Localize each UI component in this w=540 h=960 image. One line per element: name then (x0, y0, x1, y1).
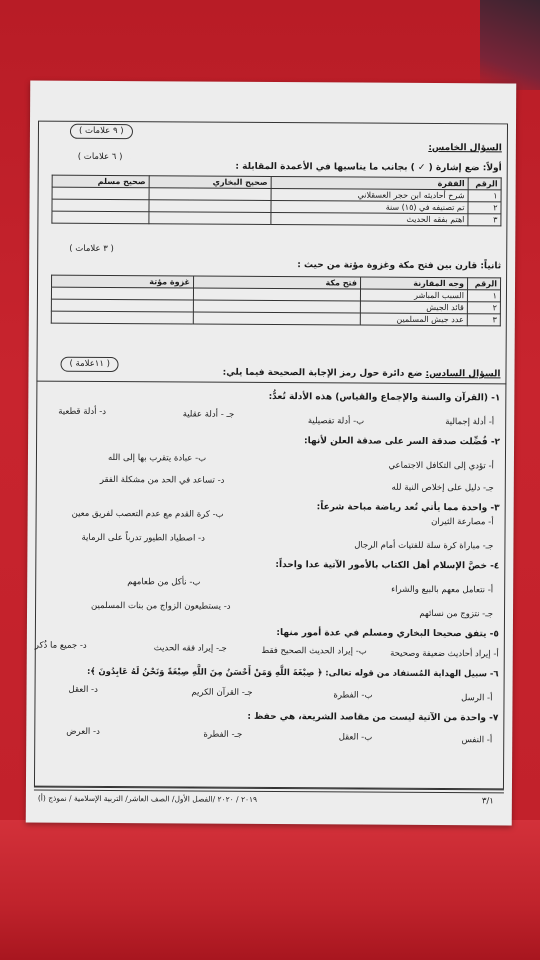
background-corner (480, 0, 540, 90)
option-a[interactable]: أ- أدلة إجمالية (445, 417, 495, 428)
question-stem: ١- (القرآن والسنة والإجماع والقياس) هذه الأدلة تُعدُّ: (268, 391, 501, 404)
table-cell: ٣ (468, 214, 501, 226)
red-table-foreground (0, 820, 540, 960)
table-cell[interactable] (52, 211, 149, 224)
table-cell[interactable] (193, 300, 360, 313)
table-header-cell: الرقم (468, 278, 501, 290)
option-a[interactable]: أ- إيراد أحاديث ضعيفة وصحيحة (390, 648, 499, 660)
option-b[interactable]: ب- أدلة تفصيلية (307, 416, 365, 427)
question-stem: ٢- فُضِّلت صدقة السر على صدقة العلن لأنها: (303, 436, 501, 448)
table-cell: قائد الجيش (360, 301, 467, 314)
table-cell: عدد جيش المسلمين (360, 313, 467, 326)
option-d[interactable]: د- تساعد في الحد من مشكلة الفقر (99, 474, 225, 486)
table-cell: السبب المباشر (360, 289, 467, 302)
section6-header (223, 368, 501, 381)
option-c[interactable]: جـ- القرآن الكريم (191, 687, 253, 698)
option-b[interactable]: ب- الفطرة (333, 690, 373, 701)
option-a[interactable]: أ- الرسل (461, 693, 493, 704)
table-header-cell: فتح مكة (194, 276, 361, 289)
page-number: ٣/١ (481, 796, 494, 807)
table-cell[interactable] (193, 288, 360, 301)
option-c[interactable]: جـ - أدلة عقلية (182, 409, 235, 420)
exam-paper (26, 81, 517, 826)
table-cell: شرح أحاديثه ابن حجر العسقلاني (271, 188, 468, 201)
part1-marks: ( ٦ علامات ) (70, 151, 131, 164)
section6-title: السؤال السادس: (425, 368, 501, 380)
section6-marks-badge: ( ١١علامة ) (60, 357, 119, 372)
table-cell[interactable] (52, 199, 149, 212)
table-cell[interactable] (51, 311, 193, 324)
table-cell[interactable] (149, 212, 271, 225)
option-b[interactable]: ب- عبادة يتقرب بها إلى الله (107, 453, 207, 464)
table-cell: اهتم بفقه الحديث (271, 212, 468, 225)
section5-marks-badge: ( ٩ علامات ) (70, 124, 133, 139)
footer-rule (34, 790, 504, 794)
part1-instruction: أولاً: ضع إشارة ( ✓ ) بجانب ما يناسبها في الأعمدة المقابلة : (235, 161, 502, 174)
table-cell: ٣ (467, 314, 500, 326)
table-header-cell: غزوة مؤتة (52, 275, 194, 288)
option-c[interactable]: جـ- دليل على إخلاص النية لله (391, 482, 494, 494)
table-row (51, 311, 500, 326)
option-c[interactable]: جـ- نتزوج من نسائهم (419, 608, 494, 620)
table-header-cell: الرقم (468, 178, 501, 190)
table-header-cell: صحيح مسلم (52, 175, 149, 188)
option-b[interactable]: ب- إيراد الحديث الصحيح فقط (261, 645, 367, 657)
option-b[interactable]: ب- نأكل من طعامهم (127, 577, 201, 588)
question-stem: ٧- واحدة من الآتية ليست من مقاصد الشريعة، هي حفظ : (247, 711, 499, 724)
table-cell: ٢ (468, 202, 501, 214)
part2-instruction: ثانياً: قارن بين فتح مكة وغزوة مؤتة من حيث : (297, 260, 502, 272)
option-a[interactable]: أ- مصارعة الثيران (431, 516, 494, 528)
table-header-cell: الفقرة (271, 176, 468, 189)
section5-title: السؤال الخامس: (428, 142, 502, 154)
part2-marks: ( ٣ علامات ) (61, 243, 122, 256)
option-b[interactable]: ب- العقل (338, 732, 373, 743)
question-stem: ٥- يتفق صحيحا البخاري ومسلم في عدة أمور منها: (276, 628, 499, 640)
footer-caption: ٢٠١٩ / ٢٠٢٠ /الفصل الأول/ الصف العاشر/ التربية الإسلامية / نموذج (أ) (37, 793, 258, 804)
table-cell[interactable] (51, 299, 193, 312)
question-stem: ٦- سبيل الهداية المُستفاد من قوله تعالى: ﴿ صِبْغَةَ اللَّهِ وَمَنْ أَحْسَنُ مِنَ اللَّهِ صِبْغَةً وَنَحْنُ لَهُ عَابِدُونَ ﴾: (86, 666, 499, 680)
table-cell: ١ (468, 190, 501, 202)
part2-table (51, 275, 501, 327)
part1-table (51, 175, 501, 227)
table-cell[interactable] (149, 188, 271, 201)
option-d[interactable]: د- جميع ما ذُكر (34, 640, 87, 651)
option-c[interactable]: جـ- إيراد فقه الحديث (153, 643, 227, 654)
table-cell[interactable] (51, 287, 193, 300)
option-a[interactable]: أ- تؤدي إلى التكافل الاجتماعي (388, 460, 494, 472)
table-header-cell: صحيح البخاري (149, 176, 271, 189)
option-a[interactable]: أ- نتعامل معهم بالبيع والشراء (391, 584, 494, 596)
option-b[interactable]: ب- كرة القدم مع عدم التعصب لفريق معين (71, 508, 224, 520)
question-stem: ٣- واحدة مما يأتي تُعد رياضة مباحة شرعاً: (316, 502, 500, 514)
option-a[interactable]: أ- النفس (461, 735, 493, 746)
option-d[interactable]: د- العقل (68, 684, 98, 695)
option-c[interactable]: جـ- الفطرة (203, 729, 243, 740)
table-cell[interactable] (193, 312, 360, 325)
table-cell[interactable] (52, 187, 149, 200)
section6-instruction: ضع دائرة حول رمز الإجابة الصحيحة فيما يلي: (222, 367, 423, 379)
table-cell[interactable] (149, 200, 271, 213)
option-d[interactable]: د- العرض (66, 726, 100, 737)
table-cell: ١ (467, 290, 500, 302)
option-d[interactable]: د- يستطيعون الزواج من بنات المسلمين (91, 600, 231, 612)
table-header-cell: وجه المقارنة (361, 277, 468, 290)
table-cell: ٢ (467, 302, 500, 314)
option-c[interactable]: جـ- مباراة كرة سلة للفتيات أمام الرجال (354, 540, 494, 552)
table-row (52, 211, 501, 226)
question-stem: ٤- خصَّ الإسلام أهل الكتاب بالأمور الآتية عدا واحداً: (275, 560, 500, 572)
option-d[interactable]: د- اصطياد الطيور تدرباً على الرماية (81, 532, 205, 544)
option-d[interactable]: د- أدلة قطعية (58, 406, 107, 417)
table-cell: تم تصنيفه في (١٥) سنة (271, 200, 468, 213)
